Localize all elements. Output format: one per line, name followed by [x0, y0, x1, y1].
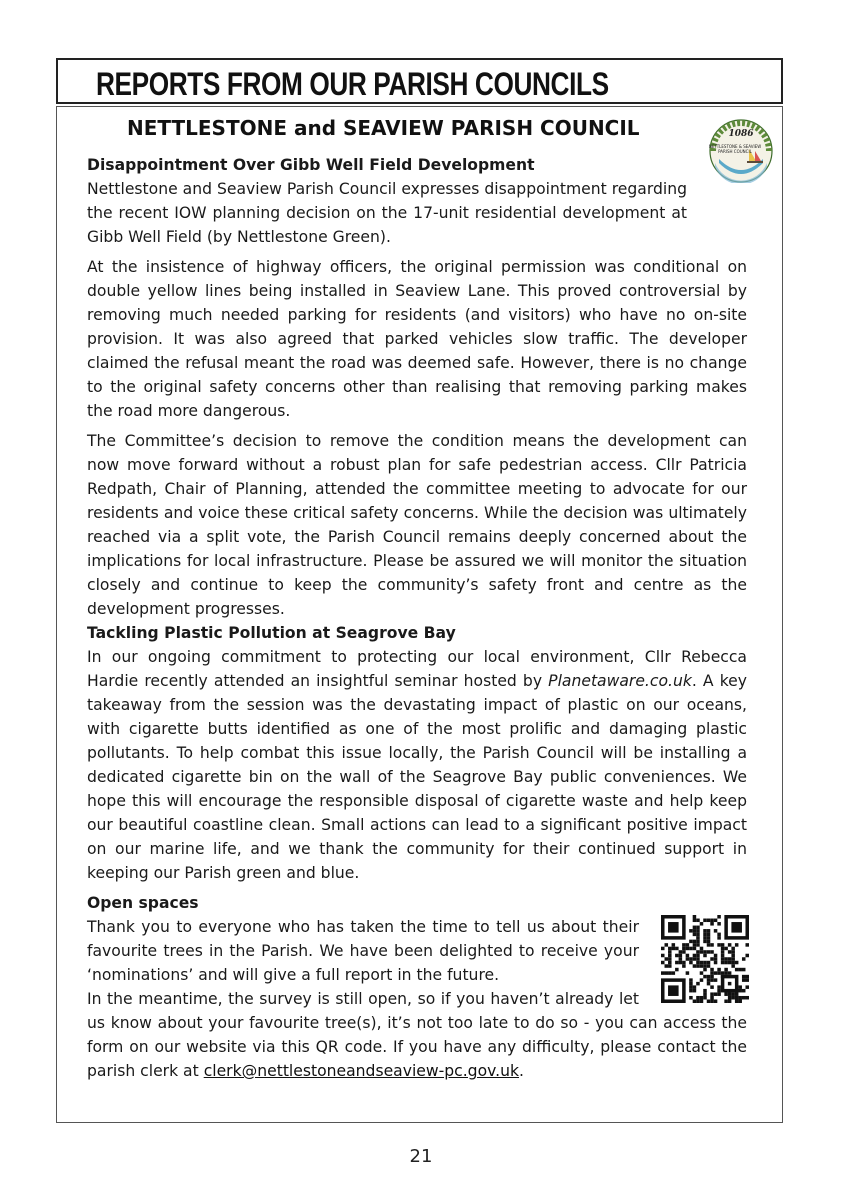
section-banner	[56, 58, 783, 104]
plastic-paragraph	[87, 645, 747, 885]
open-spaces-text-after: .	[519, 1062, 524, 1080]
open-spaces-paragraph-2	[87, 987, 747, 1083]
qr-code-icon	[661, 915, 749, 1003]
page-number: 21	[409, 1146, 433, 1167]
logo-name-line1: NETTLESTONE & SEAVIEW	[709, 144, 762, 149]
open-spaces-paragraph-1: Thank you to everyone who has taken the time to tell us about their favourite trees in the Parish. We have been delighted to receive your ‘nominations’ and will give a full report in the future.	[87, 918, 639, 984]
gibb-well-paragraph-2: At the insistence of highway officers, the original permission was conditional on double yellow lines being installed in Seaview Lane. This proved controversial by removing much needed parking for residents (and visitors) who have no on-site provision. It was also agreed that parked vehicles slow traffic. The developer claimed the refusal meant the road was deemed safe. However, there is no change to the original safety concerns other than realising that removing parking makes the road more dangerous.	[87, 258, 747, 420]
council-title: NETTLESTONE and SEAVIEW PARISH COUNCIL	[127, 116, 640, 140]
banner-title: REPORTS FROM OUR PARISH COUNCILS	[96, 66, 609, 102]
clerk-email-link[interactable]: clerk@nettlestoneandseaview-pc.gov.uk	[203, 1062, 520, 1080]
gibb-well-paragraph-3: The Committee’s decision to remove the condition means the development can now move forward without a robust plan for safe pedestrian access. Cllr Patricia Redpath, Chair of Planning, attended the committee meeting to advocate for our residents and voice these critical safety concerns. While the decision was ultimately reached via a split vote, the Parish Council remains deeply concerned about the implications for local infrastructure. Please be assured we will monitor the situation closely and continue to keep the community’s safety front and centre as the development progresses.	[87, 432, 747, 618]
council-report-panel	[56, 106, 783, 1123]
logo-name-line2: PARISH COUNCIL	[718, 149, 752, 154]
survey-qr-code[interactable]	[661, 915, 749, 1003]
plastic-heading: Tackling Plastic Pollution at Seagrove Bay	[87, 624, 456, 642]
gibb-well-paragraph-1: Nettlestone and Seaview Parish Council expresses disappointment regarding the recent IOW planning decision on the 17-unit residential development at Gibb Well Field (by Nettlestone Green).	[87, 180, 687, 246]
gibb-well-heading: Disappointment Over Gibb Well Field Development	[87, 156, 535, 174]
planetaware-website: Planetaware.co.uk	[548, 672, 692, 690]
plastic-text-after: . A key takeaway from the session was the devastating impact of plastic on our oceans, with cigarette butts identified as one of the most prolific and damaging plastic pollutants. To help combat this issue locally, the Parish Council will be installing a dedicated cigarette bin on the wall of the Seagrove Bay public conveniences. We hope this will encourage the responsible disposal of cigarette waste and help keep our beautiful coastline clean. Small actions can lead to a significant positive impact on our marine life, and we thank the community for their continued support in keeping our Parish green and blue.	[87, 672, 747, 882]
open-spaces-text-before: In the meantime, the survey is still open, so if you haven’t already let us know about your favourite tree(s), it’s not too late to do so - you can access the form on our website via this QR code. If you have any difficulty, please contact the parish clerk at	[87, 990, 747, 1080]
plastic-text-before: In our ongoing commitment to protecting our local environment, Cllr Rebecca Hardie recently attended an insightful seminar hosted by	[87, 648, 747, 690]
open-spaces-heading: Open spaces	[87, 894, 199, 912]
logo-year: 1086	[728, 129, 754, 139]
logo-wrap-space	[687, 177, 747, 219]
report-content	[87, 153, 747, 1083]
